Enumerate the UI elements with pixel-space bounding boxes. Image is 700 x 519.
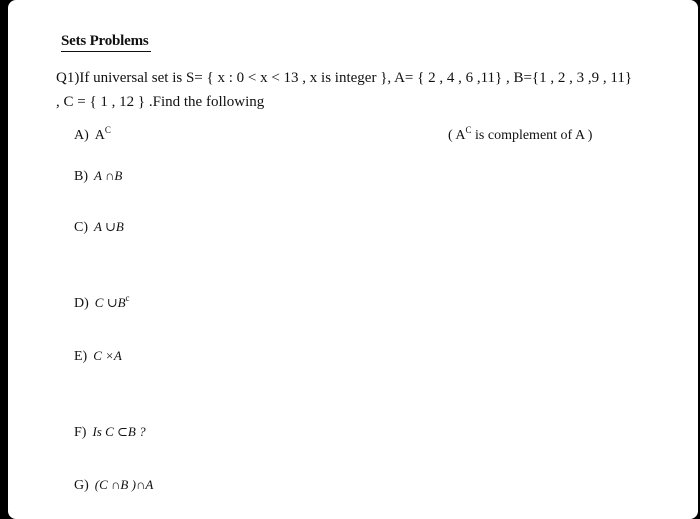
item-d-label: D) — [74, 296, 89, 311]
item-c — [74, 219, 124, 236]
item-d-expr: C ∪B — [94, 295, 126, 310]
note-open: ( A — [448, 128, 466, 143]
note-rest: is complement of A ) — [471, 128, 593, 143]
question-text-line-2: , C = { 1 , 12 } .Find the following — [56, 94, 265, 110]
document-page — [8, 0, 698, 519]
item-d — [74, 295, 130, 312]
item-c-label: C) — [74, 220, 88, 235]
item-a-label: A) — [74, 128, 89, 143]
item-f — [74, 424, 146, 441]
title-underline — [61, 51, 151, 52]
item-g-label: G) — [74, 478, 89, 493]
item-c-expr: A ∪B — [94, 219, 124, 234]
item-a — [74, 125, 111, 144]
item-b-label: B) — [74, 169, 88, 184]
item-e-label: E) — [74, 349, 88, 364]
item-b — [74, 168, 122, 185]
item-g — [74, 477, 153, 494]
note-sup: C — [465, 125, 472, 135]
complement-note — [448, 125, 593, 144]
item-a-expr: A — [94, 128, 105, 143]
item-d-sup: c — [125, 293, 130, 303]
item-f-expr: Is C ⊂B ? — [92, 424, 146, 439]
item-f-label: F) — [74, 425, 87, 440]
item-e — [74, 348, 122, 365]
item-e-expr: C ×A — [93, 348, 122, 363]
item-a-sup: C — [104, 125, 111, 135]
page-title: Sets Problems — [61, 33, 149, 49]
question-text-line-1: Q1)If universal set is S= { x : 0 < x < 13 , x is integer }, A= { 2 , 4 , 6 ,11} , B={1 , 2 , 3 ,9 , 11} — [56, 70, 633, 86]
item-g-expr: (C ∩B )∩A — [94, 477, 154, 492]
item-b-expr: A ∩B — [94, 168, 123, 183]
